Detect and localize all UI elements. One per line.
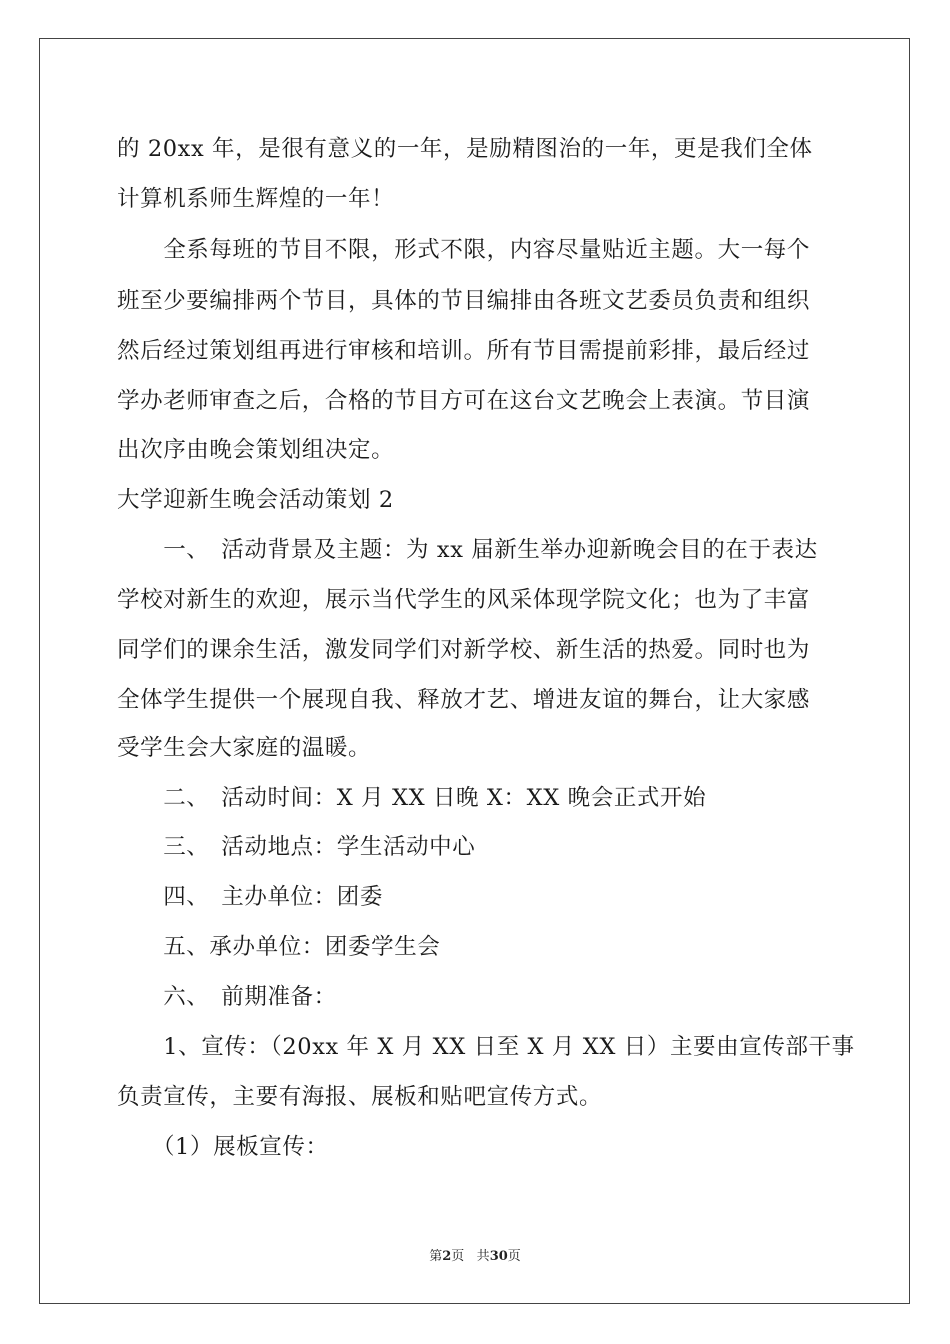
page-frame — [39, 38, 910, 1304]
text-line: 全系每班的节目不限，形式不限，内容尽量贴近主题。大一每个 — [117, 237, 811, 263]
section-heading: 大学迎新生晚会活动策划 2 — [117, 487, 394, 513]
text-line: 班至少要编排两个节目，具体的节目编排由各班文艺委员负责和组织 — [117, 288, 811, 314]
text-line: 出次序由晚会策划组决定。 — [117, 437, 395, 463]
text-line: 学办老师审查之后，合格的节目方可在这台文艺晚会上表演。节目演 — [117, 388, 811, 414]
footer-prefix: 第 — [429, 1249, 443, 1264]
text-line: 1、宣传：（20xx 年 X 月 XX 日至 X 月 XX 日）主要由宣传部干事 — [117, 1034, 855, 1060]
page-footer — [0, 1248, 950, 1266]
text-line: 三、 活动地点：学生活动中心 — [117, 834, 476, 860]
text-line: 四、 主办单位：团委 — [117, 884, 383, 910]
footer-total-suffix: 页 — [507, 1249, 521, 1264]
footer-page-suffix: 页 — [451, 1249, 465, 1264]
text-line: 同学们的课余生活，激发同学们对新学校、新生活的热爱。同时也为 — [117, 637, 811, 663]
text-line: 二、 活动时间：X 月 XX 日晚 X：XX 晚会正式开始 — [117, 785, 707, 811]
text-line: 六、 前期准备： — [117, 984, 337, 1010]
page-number: 2 — [442, 1249, 452, 1264]
footer-total-prefix: 共 — [476, 1249, 490, 1264]
text-line: 然后经过策划组再进行审核和培训。所有节目需提前彩排，最后经过 — [117, 338, 811, 364]
text-line: 全体学生提供一个展现自我、释放才艺、增进友谊的舞台，让大家感 — [117, 687, 811, 713]
text-line: 计算机系师生辉煌的一年！ — [117, 186, 395, 212]
total-pages: 30 — [489, 1249, 508, 1264]
text-line: 负责宣传，主要有海报、展板和贴吧宣传方式。 — [117, 1084, 603, 1110]
text-line: 一、 活动背景及主题：为 xx 届新生举办迎新晚会目的在于表达 — [117, 537, 818, 563]
text-line: 学校对新生的欢迎，展示当代学生的风采体现学院文化；也为了丰富 — [117, 587, 811, 613]
text-line: （1）展板宣传： — [117, 1134, 329, 1160]
text-line: 的 20xx 年，是很有意义的一年，是励精图治的一年，更是我们全体 — [117, 136, 813, 162]
text-line: 五、承办单位：团委学生会 — [117, 934, 441, 960]
text-line: 受学生会大家庭的温暖。 — [117, 735, 372, 761]
